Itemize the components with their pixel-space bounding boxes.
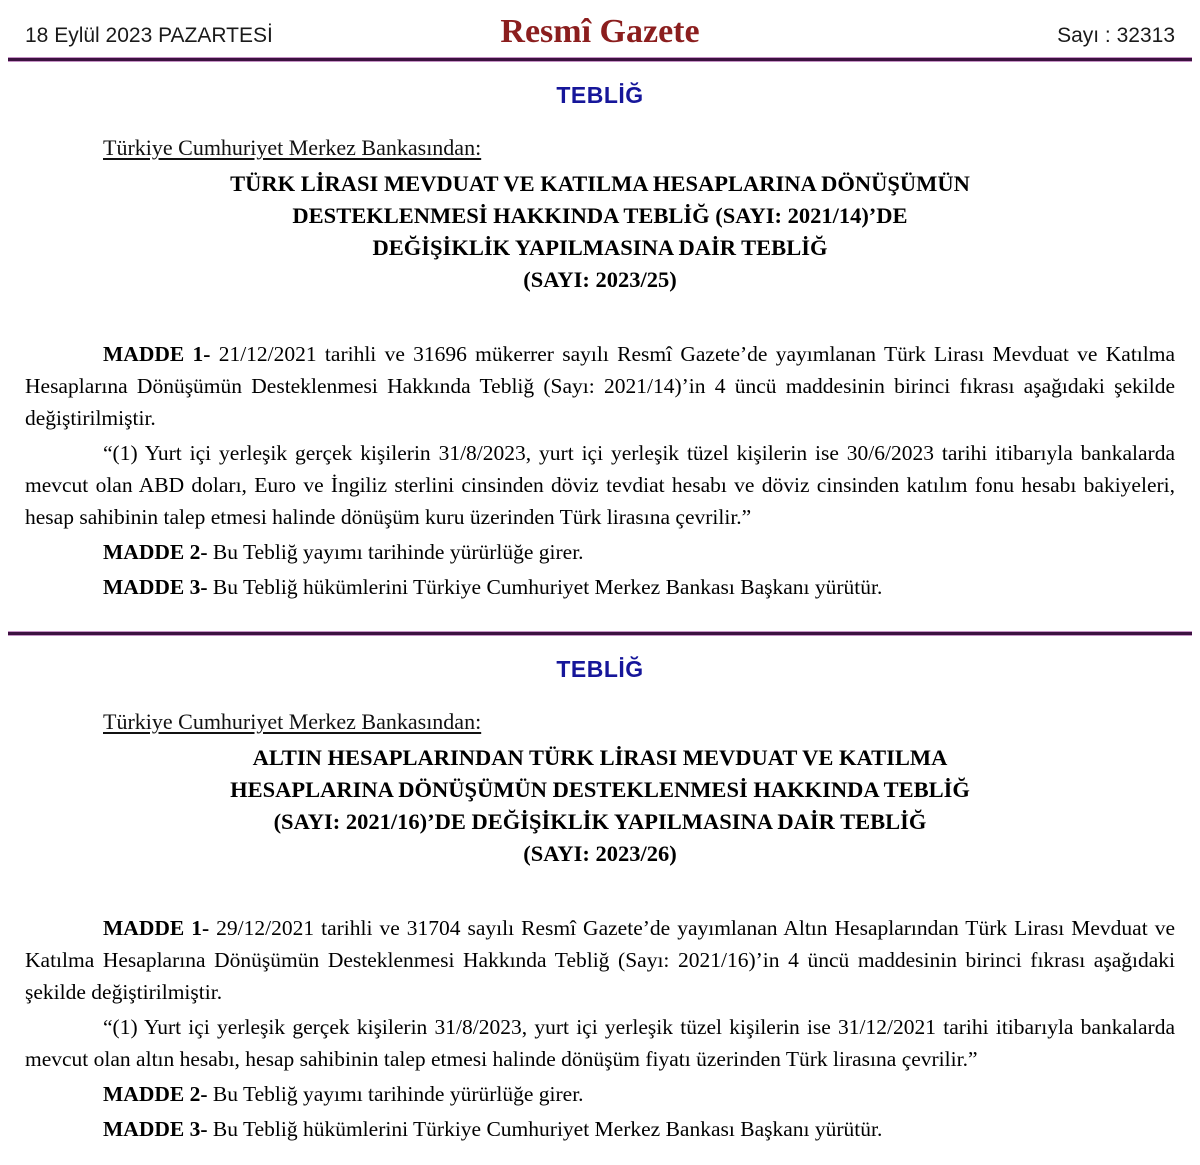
article-paragraph [25,1078,1175,1110]
article-label: MADDE 2- [103,1082,208,1106]
communique-body [25,338,1175,603]
article-label: MADDE 3- [103,1117,208,1141]
article-text: 21/12/2021 tarihli ve 31696 mükerrer sayılı Resmî Gazete’de yayımlanan Türk Lirası Mevduat ve Katılma Hesaplarına Dönüşümün Desteklenmesi Hakkında Tebliğ (Sayı: 2021/14)’in 4 üncü maddesinin birinci fıkrası aşağıdaki şekilde değiştirilmiştir. [25,342,1176,430]
section-kicker: TEBLİĞ [556,656,644,682]
communique-section-2 [0,656,1200,1165]
communique-title [0,168,1200,296]
quoted-amendment-paragraph [25,437,1175,533]
quoted-amendment-paragraph [25,1011,1175,1075]
communique-title-line: DESTEKLENMESİ HAKKINDA TEBLİĞ (SAYI: 2021/14)’DE [292,203,908,228]
communique-title-line: ALTIN HESAPLARINDAN TÜRK LİRASI MEVDUAT VE KATILMA [252,745,948,770]
header-date: 18 Eylül 2023 PAZARTESİ [25,24,273,47]
header-divider-rule [8,57,1192,62]
article-text: 29/12/2021 tarihli ve 31704 sayılı Resmî Gazete’de yayımlanan Altın Hesaplarından Türk Lirası Mevduat ve Katılma Hesaplarına Dönüşümün Desteklenmesi Hakkında Tebliğ (Sayı: 2021/16)’in 4 üncü maddesinin birinci fıkrası aşağıdaki şekilde değiştirilmiştir. [25,916,1175,1004]
article-label: MADDE 2- [103,540,208,564]
communique-title-line: (SAYI: 2023/25) [523,267,677,292]
issuing-authority: Türkiye Cumhuriyet Merkez Bankasından: [103,135,482,160]
communique-section-1 [0,82,1200,631]
article-paragraph [25,536,1175,568]
article-text: Bu Tebliğ yayımı tarihinde yürürlüğe girer. [207,540,584,564]
section-kicker: TEBLİĞ [556,82,644,108]
article-paragraph [25,1113,1175,1145]
article-text: Bu Tebliğ hükümlerini Türkiye Cumhuriyet Merkez Bankası Başkanı yürütür. [207,1117,883,1141]
article-text: “(1) Yurt içi yerleşik gerçek kişilerin 31/8/2023, yurt içi yerleşik tüzel kişilerin ise 31/12/2021 tarihi itibarıyla bankalarda mevcut olan altın hesabı, hesap sahibinin talep etmesi halinde dönüşüm fiyatı üzerinden Türk lirasına çevrilir.” [25,1015,1175,1071]
header-issue-number: Sayı : 32313 [1057,24,1175,47]
communique-title-line: (SAYI: 2023/26) [523,841,677,866]
communique-title-line: (SAYI: 2021/16)’DE DEĞİŞİKLİK YAPILMASINA DAİR TEBLİĞ [273,809,927,834]
communique-body [25,912,1175,1145]
section-divider-rule [8,631,1192,636]
article-paragraph [25,912,1175,1008]
article-label: MADDE 3- [103,575,208,599]
communique-title-line: DEĞİŞİKLİK YAPILMASINA DAİR TEBLİĞ [372,235,828,260]
article-paragraph [25,571,1175,603]
article-text: Bu Tebliğ hükümlerini Türkiye Cumhuriyet Merkez Bankası Başkanı yürütür. [207,575,883,599]
communique-title [0,742,1200,870]
article-text: “(1) Yurt içi yerleşik gerçek kişilerin 31/8/2023, yurt içi yerleşik tüzel kişilerin ise 30/6/2023 tarihi itibarıyla bankalarda mevcut olan ABD doları, Euro ve İngiliz sterlini cinsinden döviz tevdiat hesabı ve döviz cinsinden katılım fonu hesabı bakiyeleri, hesap sahibinin talep etmesi halinde dönüşüm kuru üzerinden Türk lirasına çevrilir.” [25,441,1175,529]
communique-title-line: HESAPLARINA DÖNÜŞÜMÜN DESTEKLENMESİ HAKKINDA TEBLİĞ [230,777,970,802]
article-paragraph [25,338,1175,434]
article-label: MADDE 1- [103,342,211,366]
gazette-title: Resmî Gazete [500,13,700,50]
article-label: MADDE 1- [103,916,210,940]
article-text: Bu Tebliğ yayımı tarihinde yürürlüğe girer. [207,1082,584,1106]
gazette-header [0,0,1200,57]
communique-title-line: TÜRK LİRASI MEVDUAT VE KATILMA HESAPLARINA DÖNÜŞÜMÜN [230,171,970,196]
issuing-authority: Türkiye Cumhuriyet Merkez Bankasından: [103,709,482,734]
